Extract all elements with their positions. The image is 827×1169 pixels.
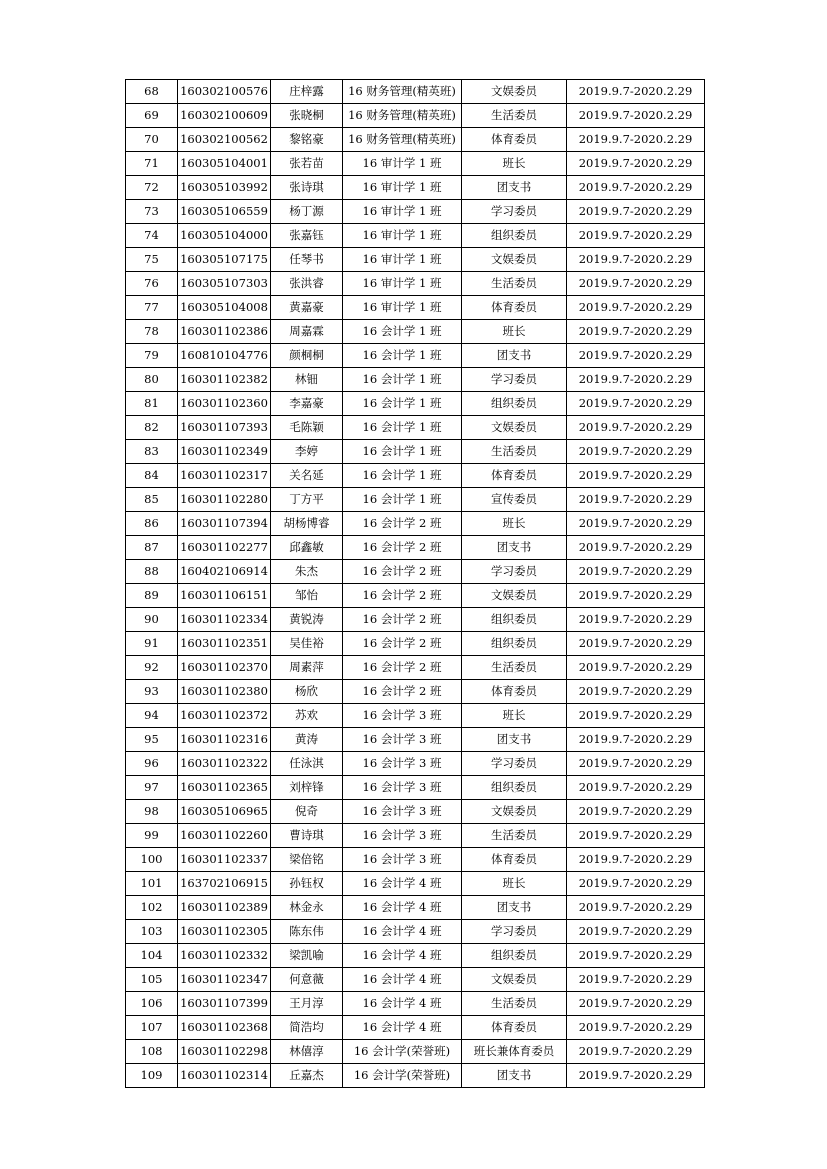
cell-index: 90 bbox=[126, 608, 178, 632]
cell-position: 生活委员 bbox=[462, 272, 567, 296]
cell-index: 106 bbox=[126, 992, 178, 1016]
cell-name: 黄锐涛 bbox=[271, 608, 343, 632]
cell-student-id: 160301102322 bbox=[178, 752, 271, 776]
cell-class: 16 会计学 1 班 bbox=[343, 488, 462, 512]
cell-position: 组织委员 bbox=[462, 224, 567, 248]
cell-name: 倪奇 bbox=[271, 800, 343, 824]
cell-position: 文娱委员 bbox=[462, 80, 567, 104]
cell-position: 学习委员 bbox=[462, 752, 567, 776]
cell-student-id: 160301102314 bbox=[178, 1064, 271, 1088]
cell-position: 班长 bbox=[462, 152, 567, 176]
table-row bbox=[126, 632, 705, 656]
cell-index: 104 bbox=[126, 944, 178, 968]
table-row bbox=[126, 872, 705, 896]
cell-student-id: 160301102368 bbox=[178, 1016, 271, 1040]
cell-student-id: 163702106915 bbox=[178, 872, 271, 896]
cell-term: 2019.9.7-2020.2.29 bbox=[567, 896, 705, 920]
cell-position: 生活委员 bbox=[462, 440, 567, 464]
cell-term: 2019.9.7-2020.2.29 bbox=[567, 680, 705, 704]
cell-index: 80 bbox=[126, 368, 178, 392]
cell-name: 李婷 bbox=[271, 440, 343, 464]
cell-term: 2019.9.7-2020.2.29 bbox=[567, 488, 705, 512]
cell-student-id: 160301102370 bbox=[178, 656, 271, 680]
cell-position: 文娱委员 bbox=[462, 968, 567, 992]
cell-name: 孙钰权 bbox=[271, 872, 343, 896]
cell-name: 吴佳裕 bbox=[271, 632, 343, 656]
cell-index: 105 bbox=[126, 968, 178, 992]
cell-student-id: 160305106965 bbox=[178, 800, 271, 824]
cell-index: 108 bbox=[126, 1040, 178, 1064]
cell-name: 王月淳 bbox=[271, 992, 343, 1016]
table-row bbox=[126, 800, 705, 824]
cell-position: 团支书 bbox=[462, 176, 567, 200]
cell-student-id: 160301107399 bbox=[178, 992, 271, 1016]
cell-name: 庄梓露 bbox=[271, 80, 343, 104]
cell-student-id: 160301102349 bbox=[178, 440, 271, 464]
cell-student-id: 160301102347 bbox=[178, 968, 271, 992]
cell-class: 16 会计学 3 班 bbox=[343, 776, 462, 800]
cell-class: 16 审计学 1 班 bbox=[343, 296, 462, 320]
cell-class: 16 审计学 1 班 bbox=[343, 176, 462, 200]
cell-term: 2019.9.7-2020.2.29 bbox=[567, 992, 705, 1016]
table-row bbox=[126, 176, 705, 200]
cell-term: 2019.9.7-2020.2.29 bbox=[567, 800, 705, 824]
cell-name: 张若苗 bbox=[271, 152, 343, 176]
cell-name: 张晓桐 bbox=[271, 104, 343, 128]
cell-student-id: 160301107394 bbox=[178, 512, 271, 536]
cell-index: 81 bbox=[126, 392, 178, 416]
cell-student-id: 160301102386 bbox=[178, 320, 271, 344]
cell-index: 101 bbox=[126, 872, 178, 896]
cell-student-id: 160302100609 bbox=[178, 104, 271, 128]
table-row bbox=[126, 536, 705, 560]
cell-index: 94 bbox=[126, 704, 178, 728]
table-row bbox=[126, 680, 705, 704]
cell-position: 体育委员 bbox=[462, 848, 567, 872]
cell-name: 胡杨博睿 bbox=[271, 512, 343, 536]
table-row bbox=[126, 512, 705, 536]
cell-term: 2019.9.7-2020.2.29 bbox=[567, 1016, 705, 1040]
cell-index: 97 bbox=[126, 776, 178, 800]
cell-index: 72 bbox=[126, 176, 178, 200]
cell-student-id: 160301102316 bbox=[178, 728, 271, 752]
cell-term: 2019.9.7-2020.2.29 bbox=[567, 752, 705, 776]
cell-class: 16 会计学 4 班 bbox=[343, 968, 462, 992]
cell-term: 2019.9.7-2020.2.29 bbox=[567, 464, 705, 488]
cell-class: 16 会计学 3 班 bbox=[343, 704, 462, 728]
cell-term: 2019.9.7-2020.2.29 bbox=[567, 704, 705, 728]
cell-term: 2019.9.7-2020.2.29 bbox=[567, 104, 705, 128]
cell-name: 梁倍铭 bbox=[271, 848, 343, 872]
cell-term: 2019.9.7-2020.2.29 bbox=[567, 632, 705, 656]
cell-student-id: 160301102372 bbox=[178, 704, 271, 728]
cell-index: 82 bbox=[126, 416, 178, 440]
cell-term: 2019.9.7-2020.2.29 bbox=[567, 440, 705, 464]
cell-position: 文娱委员 bbox=[462, 584, 567, 608]
cell-student-id: 160301102365 bbox=[178, 776, 271, 800]
cell-position: 文娱委员 bbox=[462, 416, 567, 440]
cell-term: 2019.9.7-2020.2.29 bbox=[567, 1064, 705, 1088]
cell-class: 16 会计学 2 班 bbox=[343, 632, 462, 656]
table-row bbox=[126, 656, 705, 680]
cell-name: 简浩均 bbox=[271, 1016, 343, 1040]
cell-position: 宣传委员 bbox=[462, 488, 567, 512]
cell-student-id: 160301102351 bbox=[178, 632, 271, 656]
table-row bbox=[126, 392, 705, 416]
cell-student-id: 160301102260 bbox=[178, 824, 271, 848]
cell-index: 91 bbox=[126, 632, 178, 656]
cell-class: 16 审计学 1 班 bbox=[343, 248, 462, 272]
cell-position: 体育委员 bbox=[462, 464, 567, 488]
table-row bbox=[126, 824, 705, 848]
cell-class: 16 会计学 4 班 bbox=[343, 1016, 462, 1040]
cell-index: 87 bbox=[126, 536, 178, 560]
cell-term: 2019.9.7-2020.2.29 bbox=[567, 248, 705, 272]
cell-name: 邹怡 bbox=[271, 584, 343, 608]
cell-student-id: 160301102382 bbox=[178, 368, 271, 392]
cell-name: 杨欣 bbox=[271, 680, 343, 704]
cell-name: 梁凯喻 bbox=[271, 944, 343, 968]
cell-student-id: 160305104008 bbox=[178, 296, 271, 320]
table-row bbox=[126, 320, 705, 344]
cell-index: 83 bbox=[126, 440, 178, 464]
document-page bbox=[125, 79, 705, 1088]
cell-position: 生活委员 bbox=[462, 824, 567, 848]
cell-position: 组织委员 bbox=[462, 608, 567, 632]
cell-student-id: 160305103992 bbox=[178, 176, 271, 200]
cell-index: 100 bbox=[126, 848, 178, 872]
cell-term: 2019.9.7-2020.2.29 bbox=[567, 272, 705, 296]
table-row bbox=[126, 488, 705, 512]
cell-student-id: 160305107175 bbox=[178, 248, 271, 272]
cell-index: 75 bbox=[126, 248, 178, 272]
table-row bbox=[126, 80, 705, 104]
cell-student-id: 160810104776 bbox=[178, 344, 271, 368]
cell-index: 68 bbox=[126, 80, 178, 104]
table-row bbox=[126, 728, 705, 752]
cell-class: 16 会计学 3 班 bbox=[343, 800, 462, 824]
cell-index: 88 bbox=[126, 560, 178, 584]
cell-name: 颜桐桐 bbox=[271, 344, 343, 368]
cell-position: 学习委员 bbox=[462, 920, 567, 944]
cell-class: 16 会计学 2 班 bbox=[343, 608, 462, 632]
cell-position: 团支书 bbox=[462, 728, 567, 752]
cell-student-id: 160302100562 bbox=[178, 128, 271, 152]
cell-index: 99 bbox=[126, 824, 178, 848]
cell-term: 2019.9.7-2020.2.29 bbox=[567, 944, 705, 968]
table-row bbox=[126, 248, 705, 272]
cell-name: 丁方平 bbox=[271, 488, 343, 512]
class-officer-table bbox=[125, 79, 705, 1088]
cell-class: 16 会计学 2 班 bbox=[343, 512, 462, 536]
cell-term: 2019.9.7-2020.2.29 bbox=[567, 320, 705, 344]
cell-index: 77 bbox=[126, 296, 178, 320]
cell-student-id: 160302100576 bbox=[178, 80, 271, 104]
cell-position: 体育委员 bbox=[462, 1016, 567, 1040]
cell-term: 2019.9.7-2020.2.29 bbox=[567, 920, 705, 944]
cell-class: 16 会计学 1 班 bbox=[343, 416, 462, 440]
cell-class: 16 会计学 2 班 bbox=[343, 536, 462, 560]
cell-index: 107 bbox=[126, 1016, 178, 1040]
cell-student-id: 160301102280 bbox=[178, 488, 271, 512]
cell-position: 组织委员 bbox=[462, 944, 567, 968]
cell-name: 任琴书 bbox=[271, 248, 343, 272]
cell-name: 刘梓锋 bbox=[271, 776, 343, 800]
table-row bbox=[126, 896, 705, 920]
table-row bbox=[126, 464, 705, 488]
table-row bbox=[126, 104, 705, 128]
cell-term: 2019.9.7-2020.2.29 bbox=[567, 200, 705, 224]
cell-index: 76 bbox=[126, 272, 178, 296]
cell-student-id: 160301102317 bbox=[178, 464, 271, 488]
cell-name: 丘嘉杰 bbox=[271, 1064, 343, 1088]
cell-term: 2019.9.7-2020.2.29 bbox=[567, 344, 705, 368]
cell-class: 16 财务管理(精英班) bbox=[343, 104, 462, 128]
table-row bbox=[126, 848, 705, 872]
cell-term: 2019.9.7-2020.2.29 bbox=[567, 152, 705, 176]
cell-class: 16 会计学 1 班 bbox=[343, 320, 462, 344]
table-row bbox=[126, 344, 705, 368]
table-row bbox=[126, 992, 705, 1016]
cell-class: 16 会计学 2 班 bbox=[343, 656, 462, 680]
cell-class: 16 会计学 1 班 bbox=[343, 392, 462, 416]
cell-position: 团支书 bbox=[462, 896, 567, 920]
cell-class: 16 财务管理(精英班) bbox=[343, 80, 462, 104]
table-row bbox=[126, 920, 705, 944]
cell-term: 2019.9.7-2020.2.29 bbox=[567, 368, 705, 392]
cell-name: 林金永 bbox=[271, 896, 343, 920]
cell-position: 体育委员 bbox=[462, 296, 567, 320]
cell-index: 86 bbox=[126, 512, 178, 536]
cell-student-id: 160301107393 bbox=[178, 416, 271, 440]
cell-index: 109 bbox=[126, 1064, 178, 1088]
cell-position: 学习委员 bbox=[462, 200, 567, 224]
cell-position: 文娱委员 bbox=[462, 800, 567, 824]
cell-name: 陈东伟 bbox=[271, 920, 343, 944]
cell-student-id: 160301102380 bbox=[178, 680, 271, 704]
cell-class: 16 审计学 1 班 bbox=[343, 200, 462, 224]
cell-index: 79 bbox=[126, 344, 178, 368]
cell-term: 2019.9.7-2020.2.29 bbox=[567, 224, 705, 248]
cell-position: 班长 bbox=[462, 512, 567, 536]
cell-position: 学习委员 bbox=[462, 560, 567, 584]
cell-student-id: 160301102298 bbox=[178, 1040, 271, 1064]
table-body bbox=[126, 80, 705, 1088]
cell-name: 苏欢 bbox=[271, 704, 343, 728]
cell-index: 85 bbox=[126, 488, 178, 512]
cell-student-id: 160301102360 bbox=[178, 392, 271, 416]
cell-name: 李嘉豪 bbox=[271, 392, 343, 416]
cell-position: 组织委员 bbox=[462, 392, 567, 416]
table-row bbox=[126, 224, 705, 248]
cell-student-id: 160301102389 bbox=[178, 896, 271, 920]
cell-student-id: 160301102337 bbox=[178, 848, 271, 872]
cell-student-id: 160301102334 bbox=[178, 608, 271, 632]
cell-index: 78 bbox=[126, 320, 178, 344]
cell-position: 生活委员 bbox=[462, 104, 567, 128]
table-row bbox=[126, 416, 705, 440]
table-row bbox=[126, 368, 705, 392]
cell-student-id: 160305104001 bbox=[178, 152, 271, 176]
cell-name: 黄涛 bbox=[271, 728, 343, 752]
cell-name: 何意薇 bbox=[271, 968, 343, 992]
cell-name: 张嘉钰 bbox=[271, 224, 343, 248]
cell-class: 16 会计学 4 班 bbox=[343, 872, 462, 896]
table-row bbox=[126, 776, 705, 800]
cell-name: 林僖淳 bbox=[271, 1040, 343, 1064]
table-row bbox=[126, 608, 705, 632]
cell-index: 74 bbox=[126, 224, 178, 248]
cell-name: 张诗琪 bbox=[271, 176, 343, 200]
cell-name: 杨丁源 bbox=[271, 200, 343, 224]
table-row bbox=[126, 704, 705, 728]
cell-class: 16 审计学 1 班 bbox=[343, 224, 462, 248]
cell-student-id: 160402106914 bbox=[178, 560, 271, 584]
cell-class: 16 审计学 1 班 bbox=[343, 272, 462, 296]
cell-position: 生活委员 bbox=[462, 656, 567, 680]
cell-position: 团支书 bbox=[462, 536, 567, 560]
cell-name: 周素萍 bbox=[271, 656, 343, 680]
cell-index: 92 bbox=[126, 656, 178, 680]
cell-position: 生活委员 bbox=[462, 992, 567, 1016]
cell-index: 95 bbox=[126, 728, 178, 752]
cell-class: 16 会计学 4 班 bbox=[343, 992, 462, 1016]
cell-name: 张洪睿 bbox=[271, 272, 343, 296]
cell-name: 黎铭豪 bbox=[271, 128, 343, 152]
cell-name: 邱鑫敏 bbox=[271, 536, 343, 560]
cell-term: 2019.9.7-2020.2.29 bbox=[567, 608, 705, 632]
cell-student-id: 160301102277 bbox=[178, 536, 271, 560]
cell-class: 16 会计学 3 班 bbox=[343, 848, 462, 872]
cell-term: 2019.9.7-2020.2.29 bbox=[567, 872, 705, 896]
cell-index: 89 bbox=[126, 584, 178, 608]
cell-name: 关名延 bbox=[271, 464, 343, 488]
cell-position: 学习委员 bbox=[462, 368, 567, 392]
cell-index: 96 bbox=[126, 752, 178, 776]
cell-index: 98 bbox=[126, 800, 178, 824]
cell-name: 朱杰 bbox=[271, 560, 343, 584]
cell-term: 2019.9.7-2020.2.29 bbox=[567, 392, 705, 416]
cell-term: 2019.9.7-2020.2.29 bbox=[567, 512, 705, 536]
cell-term: 2019.9.7-2020.2.29 bbox=[567, 296, 705, 320]
cell-position: 体育委员 bbox=[462, 128, 567, 152]
table-row bbox=[126, 1064, 705, 1088]
cell-student-id: 160305106559 bbox=[178, 200, 271, 224]
cell-index: 70 bbox=[126, 128, 178, 152]
cell-term: 2019.9.7-2020.2.29 bbox=[567, 968, 705, 992]
cell-class: 16 会计学 2 班 bbox=[343, 560, 462, 584]
cell-name: 黄嘉豪 bbox=[271, 296, 343, 320]
cell-term: 2019.9.7-2020.2.29 bbox=[567, 848, 705, 872]
cell-index: 93 bbox=[126, 680, 178, 704]
table-row bbox=[126, 944, 705, 968]
cell-class: 16 会计学 1 班 bbox=[343, 368, 462, 392]
cell-index: 69 bbox=[126, 104, 178, 128]
cell-term: 2019.9.7-2020.2.29 bbox=[567, 80, 705, 104]
cell-class: 16 会计学(荣誉班) bbox=[343, 1040, 462, 1064]
cell-position: 文娱委员 bbox=[462, 248, 567, 272]
cell-position: 体育委员 bbox=[462, 680, 567, 704]
cell-student-id: 160301102305 bbox=[178, 920, 271, 944]
cell-position: 组织委员 bbox=[462, 776, 567, 800]
cell-term: 2019.9.7-2020.2.29 bbox=[567, 560, 705, 584]
cell-position: 班长 bbox=[462, 320, 567, 344]
cell-term: 2019.9.7-2020.2.29 bbox=[567, 824, 705, 848]
cell-class: 16 会计学 4 班 bbox=[343, 944, 462, 968]
cell-class: 16 会计学 2 班 bbox=[343, 680, 462, 704]
cell-index: 73 bbox=[126, 200, 178, 224]
cell-class: 16 会计学 1 班 bbox=[343, 464, 462, 488]
cell-student-id: 160301102332 bbox=[178, 944, 271, 968]
cell-index: 84 bbox=[126, 464, 178, 488]
cell-position: 班长兼体育委员 bbox=[462, 1040, 567, 1064]
cell-student-id: 160305104000 bbox=[178, 224, 271, 248]
cell-term: 2019.9.7-2020.2.29 bbox=[567, 728, 705, 752]
cell-term: 2019.9.7-2020.2.29 bbox=[567, 776, 705, 800]
table-row bbox=[126, 200, 705, 224]
table-row bbox=[126, 440, 705, 464]
cell-class: 16 会计学 3 班 bbox=[343, 728, 462, 752]
cell-position: 组织委员 bbox=[462, 632, 567, 656]
table-row bbox=[126, 296, 705, 320]
cell-index: 103 bbox=[126, 920, 178, 944]
cell-student-id: 160305107303 bbox=[178, 272, 271, 296]
cell-class: 16 财务管理(精英班) bbox=[343, 128, 462, 152]
table-row bbox=[126, 584, 705, 608]
table-row bbox=[126, 1040, 705, 1064]
cell-name: 毛陈颖 bbox=[271, 416, 343, 440]
cell-position: 团支书 bbox=[462, 1064, 567, 1088]
cell-name: 林钿 bbox=[271, 368, 343, 392]
table-row bbox=[126, 272, 705, 296]
cell-class: 16 会计学 3 班 bbox=[343, 752, 462, 776]
cell-position: 团支书 bbox=[462, 344, 567, 368]
table-row bbox=[126, 752, 705, 776]
cell-class: 16 会计学 1 班 bbox=[343, 440, 462, 464]
cell-name: 周嘉霖 bbox=[271, 320, 343, 344]
cell-class: 16 会计学 4 班 bbox=[343, 920, 462, 944]
cell-term: 2019.9.7-2020.2.29 bbox=[567, 656, 705, 680]
cell-term: 2019.9.7-2020.2.29 bbox=[567, 176, 705, 200]
cell-index: 71 bbox=[126, 152, 178, 176]
cell-class: 16 会计学 1 班 bbox=[343, 344, 462, 368]
cell-term: 2019.9.7-2020.2.29 bbox=[567, 584, 705, 608]
cell-student-id: 160301106151 bbox=[178, 584, 271, 608]
cell-term: 2019.9.7-2020.2.29 bbox=[567, 416, 705, 440]
cell-term: 2019.9.7-2020.2.29 bbox=[567, 128, 705, 152]
cell-position: 班长 bbox=[462, 704, 567, 728]
cell-position: 班长 bbox=[462, 872, 567, 896]
cell-class: 16 会计学 3 班 bbox=[343, 824, 462, 848]
table-row bbox=[126, 128, 705, 152]
cell-index: 102 bbox=[126, 896, 178, 920]
table-row bbox=[126, 152, 705, 176]
cell-class: 16 会计学 2 班 bbox=[343, 584, 462, 608]
table-row bbox=[126, 560, 705, 584]
table-row bbox=[126, 968, 705, 992]
cell-name: 曹诗琪 bbox=[271, 824, 343, 848]
cell-name: 任泳淇 bbox=[271, 752, 343, 776]
cell-term: 2019.9.7-2020.2.29 bbox=[567, 1040, 705, 1064]
table-row bbox=[126, 1016, 705, 1040]
cell-term: 2019.9.7-2020.2.29 bbox=[567, 536, 705, 560]
cell-class: 16 审计学 1 班 bbox=[343, 152, 462, 176]
cell-class: 16 会计学(荣誉班) bbox=[343, 1064, 462, 1088]
cell-class: 16 会计学 4 班 bbox=[343, 896, 462, 920]
